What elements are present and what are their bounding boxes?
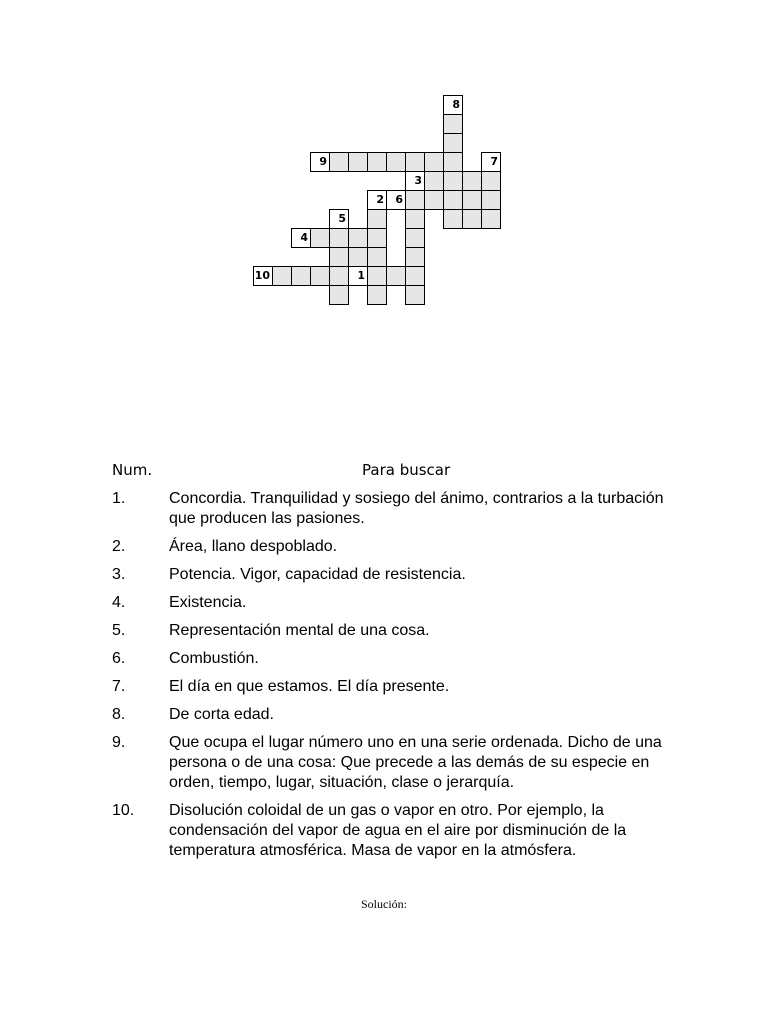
- crossword-cell[interactable]: [424, 190, 444, 210]
- crossword-cell[interactable]: [329, 152, 349, 172]
- crossword-cell[interactable]: [348, 228, 368, 248]
- crossword-cell[interactable]: [443, 133, 463, 153]
- crossword-cell[interactable]: [329, 266, 349, 286]
- clue-item-4: [112, 593, 672, 613]
- crossword-cell[interactable]: [405, 209, 425, 229]
- crossword-cell[interactable]: [348, 247, 368, 267]
- crossword-cell-numbered[interactable]: [329, 209, 349, 229]
- crossword-cell[interactable]: [329, 228, 349, 248]
- crossword-cell[interactable]: [443, 209, 463, 229]
- crossword-cell[interactable]: [310, 228, 330, 248]
- crossword-cell[interactable]: [424, 171, 444, 191]
- crossword-cell[interactable]: [367, 266, 387, 286]
- clue-number-label: 3: [414, 174, 422, 187]
- clue-text: Área, llano despoblado.: [169, 538, 338, 555]
- clue-number-label: 5: [338, 212, 346, 225]
- solution-label: Solución:: [360, 897, 407, 911]
- crossword-cell[interactable]: [481, 190, 501, 210]
- crossword-cell[interactable]: [367, 152, 387, 172]
- clue-text: Que ocupa el lugar número uno en una serie ordenada. Dicho de una persona o de una cosa: Que precede a las demás de su especie en orden, tiempo, lugar, situación, clase o jerarquía.: [169, 734, 662, 791]
- clue-item-3: [112, 565, 672, 585]
- clue-number-label: 10: [254, 269, 270, 282]
- clue-item-8: [112, 705, 672, 725]
- clue-item-5: [112, 621, 672, 641]
- clue-number: 10.: [112, 802, 135, 819]
- crossword-cell[interactable]: [462, 171, 482, 191]
- crossword-cell[interactable]: [367, 285, 387, 305]
- clue-number-label: 2: [376, 193, 384, 206]
- clue-text: Potencia. Vigor, capacidad de resistencia.: [169, 566, 466, 583]
- clue-text: Concordia. Tranquilidad y sosiego del ánimo, contrarios a la turbación que producen las pasiones.: [169, 490, 664, 527]
- clue-number: 7.: [112, 678, 126, 695]
- crossword-cell[interactable]: [348, 152, 368, 172]
- clue-item-9: [112, 733, 672, 793]
- crossword-cell-numbered[interactable]: [386, 190, 406, 210]
- clue-number-label: 7: [490, 155, 498, 168]
- clue-list: [112, 489, 672, 869]
- clue-number-label: 8: [452, 98, 460, 111]
- clues-title: Para buscar: [362, 461, 451, 479]
- crossword-cell[interactable]: [405, 190, 425, 210]
- crossword-cell[interactable]: [424, 152, 444, 172]
- clue-item-10: [112, 801, 672, 861]
- clue-item-1: [112, 489, 672, 529]
- number-column-header: Num.: [112, 461, 153, 479]
- crossword-cell[interactable]: [367, 247, 387, 267]
- crossword-cell[interactable]: [405, 285, 425, 305]
- crossword-cell[interactable]: [386, 152, 406, 172]
- clue-text: Existencia.: [169, 594, 247, 611]
- clue-number-label: 9: [319, 155, 327, 168]
- clue-number-label: 1: [357, 269, 365, 282]
- crossword-cell-numbered[interactable]: [253, 266, 273, 286]
- clue-number-label: 4: [300, 231, 308, 244]
- crossword-cell-numbered[interactable]: [367, 190, 387, 210]
- crossword-cell[interactable]: [291, 266, 311, 286]
- crossword-cell[interactable]: [405, 152, 425, 172]
- crossword-grid: [0, 0, 768, 340]
- crossword-cell[interactable]: [329, 247, 349, 267]
- crossword-cell[interactable]: [443, 152, 463, 172]
- crossword-cell[interactable]: [481, 171, 501, 191]
- crossword-cell[interactable]: [443, 171, 463, 191]
- clue-number: 9.: [112, 734, 126, 751]
- clue-number: 2.: [112, 538, 126, 555]
- crossword-cell[interactable]: [272, 266, 292, 286]
- crossword-cell[interactable]: [367, 209, 387, 229]
- clue-number: 6.: [112, 650, 126, 667]
- crossword-cell[interactable]: [386, 266, 406, 286]
- clue-text: Disolución coloidal de un gas o vapor en otro. Por ejemplo, la condensación del vapor de agua en el aire por disminución de la temperatura atmosférica. Masa de vapor en la atmósfera.: [169, 802, 627, 859]
- crossword-cell-numbered[interactable]: [443, 95, 463, 115]
- clue-text: De corta edad.: [169, 706, 274, 723]
- crossword-cell[interactable]: [405, 247, 425, 267]
- crossword-cell[interactable]: [462, 209, 482, 229]
- crossword-cell[interactable]: [329, 285, 349, 305]
- crossword-cell[interactable]: [481, 209, 501, 229]
- crossword-cell-numbered[interactable]: [348, 266, 368, 286]
- crossword-cell-numbered[interactable]: [310, 152, 330, 172]
- clue-number: 1.: [112, 490, 126, 507]
- clue-number: 4.: [112, 594, 126, 611]
- clue-number: 3.: [112, 566, 126, 583]
- crossword-cell[interactable]: [310, 266, 330, 286]
- crossword-cell[interactable]: [405, 266, 425, 286]
- clue-text: El día en que estamos. El día presente.: [169, 678, 450, 695]
- clue-item-7: [112, 677, 672, 697]
- clue-number: 8.: [112, 706, 126, 723]
- crossword-cell[interactable]: [443, 114, 463, 134]
- clue-text: Representación mental de una cosa.: [169, 622, 430, 639]
- clue-item-2: [112, 537, 672, 557]
- crossword-cell[interactable]: [443, 190, 463, 210]
- clue-number: 5.: [112, 622, 126, 639]
- crossword-cell[interactable]: [405, 228, 425, 248]
- crossword-cell-numbered[interactable]: [481, 152, 501, 172]
- crossword-cell-numbered[interactable]: [291, 228, 311, 248]
- clue-text: Combustión.: [169, 650, 259, 667]
- clue-item-6: [112, 649, 672, 669]
- crossword-cell-numbered[interactable]: [405, 171, 425, 191]
- crossword-cell[interactable]: [367, 228, 387, 248]
- crossword-cell[interactable]: [462, 190, 482, 210]
- clue-number-label: 6: [395, 193, 403, 206]
